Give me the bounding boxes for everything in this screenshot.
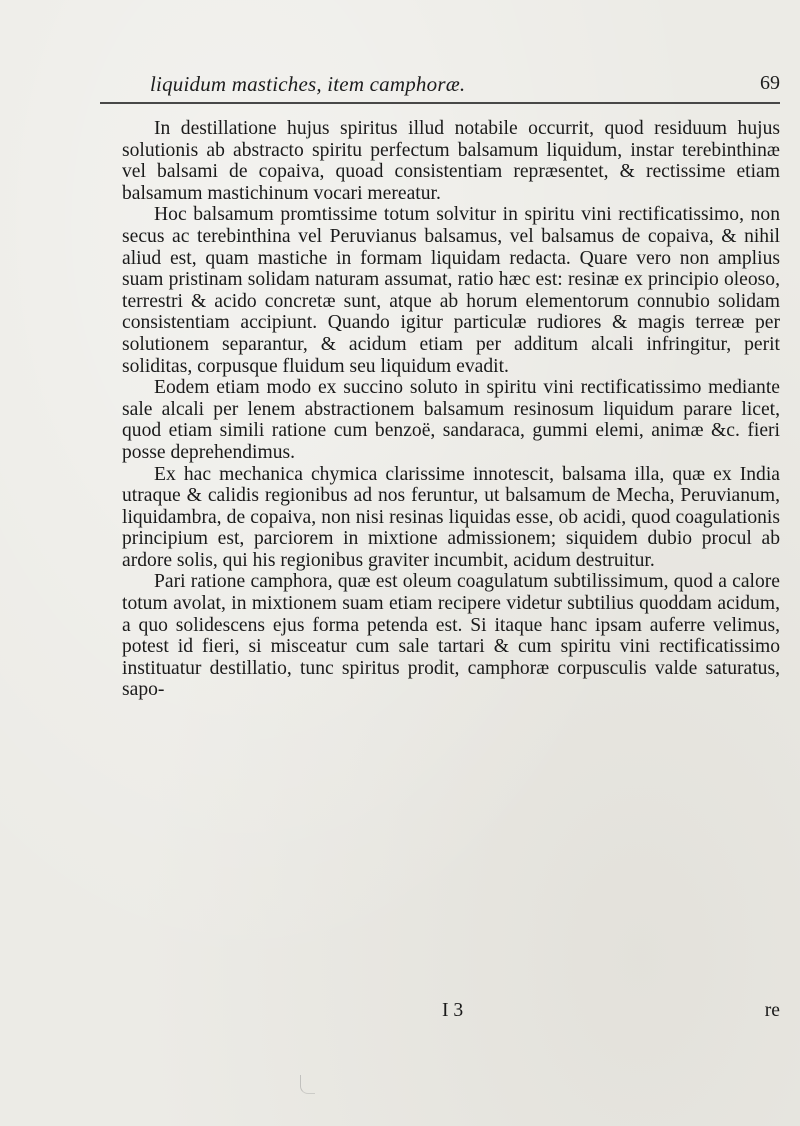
paragraph-succinum: Eodem etiam modo ex succino soluto in spiritu vini rectificatissimo mediante sale alcali per lenem abstractionem balsamum resinosum liquidum parare licet, quod etiam simili ratione cum benzoë, sandaraca, gummi elemi, animæ &c. fieri posse deprehendimus. <box>122 377 780 463</box>
body-text <box>122 118 780 701</box>
paragraph-destillatio: In destillatione hujus spiritus illud notabile occurrit, quod residuum hujus solutionis ab abstracto spiritu perfectum balsamum liquidum, instar terebinthinæ vel balsami de copaiva, quoad consistentiam repræsentet, & rectissime etiam balsamum mastichinum vocari mereatur. <box>122 118 780 204</box>
paragraph-camphora: Pari ratione camphora, quæ est oleum coagulatum subtilissimum, quod a calore totum avolat, in mixtionem suam etiam recipere videtur subtilius quoddam acidum, a quo solidescens ejus forma petenda est. Si itaque hanc ipsam auferre velimus, potest id fieri, si misceatur cum sale tartari & cum spiritu vini rectificatissimo instituatur destillatio, tunc spiritus prodit, camphoræ corpusculis valde saturatus, sapo- <box>122 571 780 701</box>
page-footer <box>122 1000 780 1024</box>
header-rule <box>100 102 780 104</box>
paragraph-balsamum: Hoc balsamum promtissime totum solvitur in spiritu vini rectificatissimo, non secus ac terebinthina vel Peruvianus balsamus, vel balsamus de copaiva, & nihil aliud est, quam mastiche in formam liquidam redacta. Quare vero non amplius suam pristinam solidam naturam assumat, ratio hæc est: resinæ ex principio oleoso, terrestri & acido concretæ sunt, atque ab horum elementorum connubio solidam consistentiam accipiunt. Quando igitur particulæ rudiores & magis terreæ per solutionem separantur, & acidum etiam per additum alcali infringitur, perit soliditas, corpusque fluidum seu liquidum evadit. <box>122 204 780 377</box>
signature-mark: I 3 <box>442 1000 464 1021</box>
paper-blemish <box>300 1075 315 1094</box>
running-head: liquidum mastiches, item camphoræ. <box>150 72 466 96</box>
catchword: re <box>764 1000 780 1021</box>
page-number: 69 <box>760 72 780 94</box>
paragraph-mechanica: Ex hac mechanica chymica clarissime innotescit, balsama illa, quæ ex India utraque & calidis regionibus ad nos feruntur, ut balsamum de Mecha, Peruvianum, liquidambra, de copaiva, non nisi resinas liquidas esse, ob acidi, quod coagulationis principium est, parciorem in mixtione admissionem; siquidem dubio procul ab ardore solis, qui his regionibus graviter incumbit, acidum destruitur. <box>122 463 780 571</box>
page-header <box>100 72 780 112</box>
